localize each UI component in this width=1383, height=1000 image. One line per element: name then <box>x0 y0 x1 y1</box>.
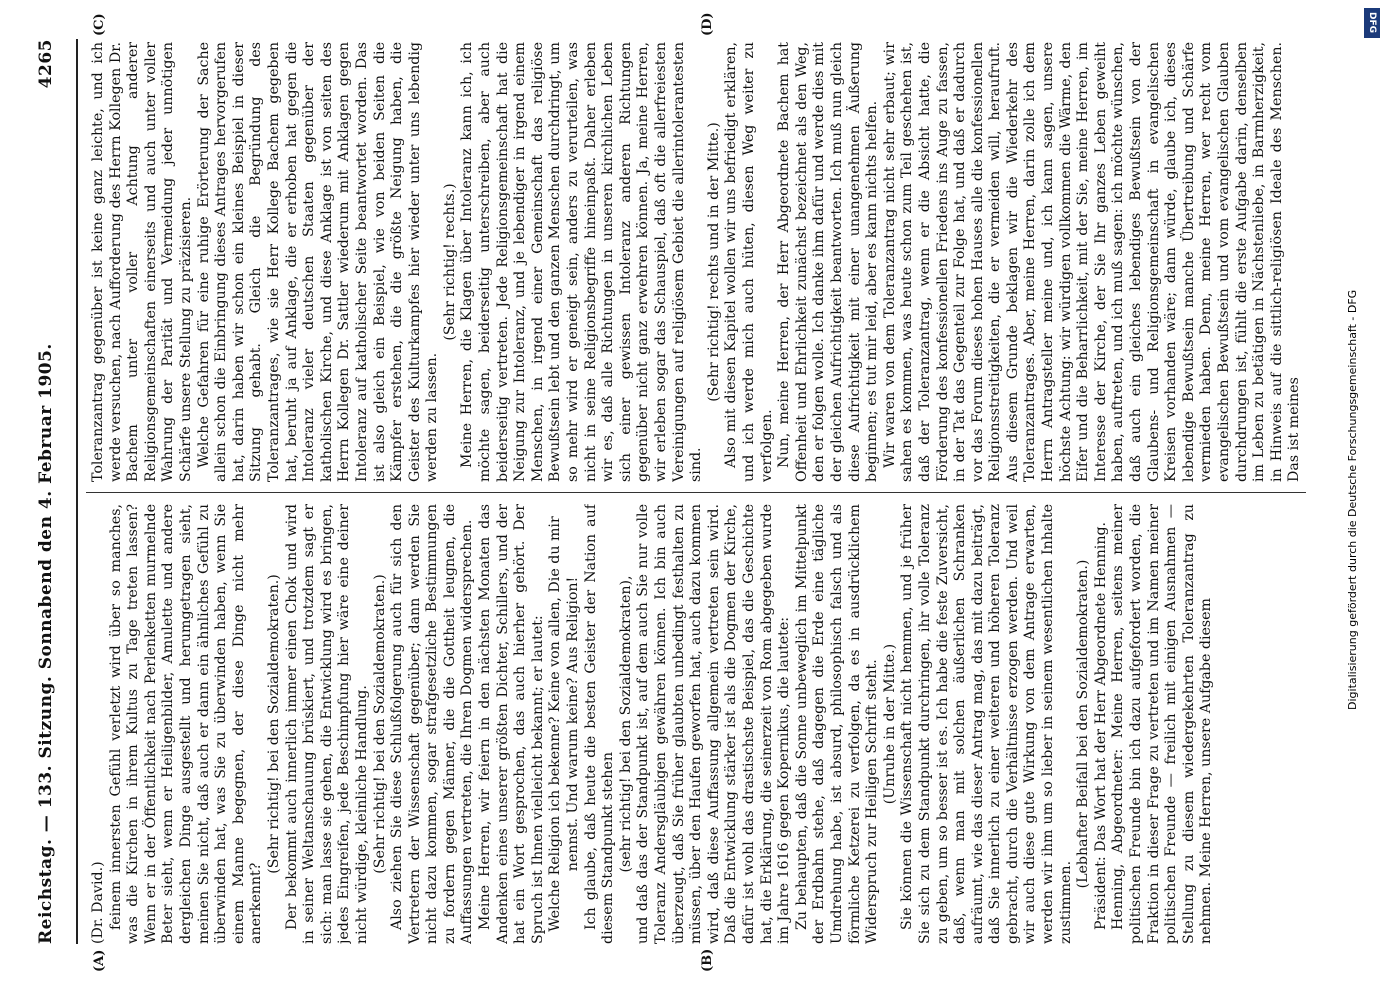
speaker-reference: (Dr. David.) <box>90 861 106 944</box>
margin-mark-c: (C) <box>92 13 107 36</box>
paragraph: Welche Gefahren für eine ruhige Erörterung der Sache allein schon die Einbringung dieses Antrages hervorgerufen hat, darin haben wir schon ein kleines Beispiel in dieser Sitzung gehabt. Gleich die Begründung des Toleranzantrages, wie sie Herr Kollege Bachem gegeben hat, beruht ja auf Anklage, die er erhoben hat gegen die Intoleranz vieler deutschen Staaten gegenüber der katholischen Kirche, und diese Anklage ist von seiten des Herrn Kollegen Dr. Sattler wiederum mit Anklagen gegen Intoleranz auf katholischer Seite beantwortet worden. Das ist also gleich ein Beispiel, wie von beiden Seiten die Kämpfer erstehen, die die größte Neigung haben, die Geister des Kulturkampfes hier wieder unter uns lebendig werden zu lassen. <box>195 42 441 482</box>
interjection: (Sehr richtig! bei den Sozialdemokraten.) <box>265 574 282 874</box>
interjection: (Sehr richtig! bei den Sozialdemokraten.) <box>371 574 388 874</box>
margin-mark-b: (B) <box>700 948 715 972</box>
paragraph: Also ziehen Sie diese Schlußfolgerung auch für sich den Vertretern der Wissenschaft gegenüber; dann werden Sie nicht dazu kommen, sogar strafgesetzliche Bestimmungen zu fordern gegen Männer, die die Gottheit leugnen, die Auffassungen vertreten, die Ihren Dogmen widersprechen. <box>389 504 476 944</box>
column-divider <box>86 492 1306 493</box>
president-statement: Präsident: Das Wort hat der Herr Abgeordnete Henning. <box>1092 521 1109 930</box>
right-column <box>90 42 1310 482</box>
page-number: 4265 <box>36 39 56 89</box>
page-header <box>24 39 74 944</box>
speaker-statement: Henning, Abgeordneter: Meine Herren, seitens meiner politischen Freunde bin ich dazu aufgefordert worden, die Fraktion in dieser Frage zu vertreten und im Namen meiner politischen Freunde — freilich mit einigen Ausnahmen — Stellung zu diesem wiedergekehrten Toleranzantrag zu nehmen. Meine Herren, unsere Aufgabe diesem <box>1110 504 1215 944</box>
interjection: (Sehr richtig! rechts und in der Mitte.) <box>705 122 722 402</box>
paragraph: und daß das der Standpunkt ist, auf dem auch Sie nur volle Toleranz Andersgläubigen gewähren können. Ich bin auch überzeugt, daß Sie früher glaubten unbedingt festhalten zu müssen, über den Haufen geworfen hat, auch dazu kommen wird, daß diese Auffassung allgemein vertreten sein wird. Daß die Entwicklung stärker ist als die Dogmen der Kirche, dafür ist wohl das drastischste Beispiel, das die Geschichte hat, die Erklärung, die seinerzeit von Rom abgegeben wurde im Jahre 1616 gegen Kopernikus, die lautete: <box>635 504 793 944</box>
paragraph: Ich glaube, daß heute die besten Geister der Nation auf diesem Standpunkt stehen <box>582 504 617 944</box>
margin-mark-a: (A) <box>92 949 107 972</box>
paragraph: Toleranzantrag gegenüber ist keine ganz leichte, und ich werde versuchen, nach Aufforderung des Herrn Kollegen Dr. Bachem unter voller Achtung anderer Religionsgemeinschaften einerseits und auch unter voller Wahrung der Parität und Vermeidung jeder unnötigen Schärfe unsere Stellung zu präzisieren. <box>90 42 194 482</box>
interjection: (Unruhe in der Mitte.) <box>881 643 898 805</box>
paragraph: Also mit diesen Kapitel wollen wir uns befriedigt erklären, und ich werde mich auch hüten, diesen Weg weiter zu verfolgen. <box>723 42 775 482</box>
left-column <box>90 504 1310 944</box>
paragraph: Sie können die Wissenschaft nicht hemmen, und je früher Sie sich zu dem Standpunkt durchringen, ihr volle Toleranz zu geben, um so besser ist es. Ich habe die feste Zuversicht, daß, wenn man mit solchen äußerlichen Schranken aufräumt, wie das dieser Antrag mag, das mit dazu beiträgt, daß Sie innerlich zu einer weiteren und höheren Toleranz gebracht, durch die Verhältnisse erzogen werden. Und weil wir auch diese gute Wirkung von dem Antrage erwarten, werden wir ihm um so lieber in seinem wesentlichen Inhalte zustimmen. <box>899 504 1074 944</box>
paragraph: Wir waren von dem Toleranzantrag nicht sehr erbaut; wir sahen es kommen, was heute schon zum Teil geschehen ist, daß der Toleranzantrag, wenn er die Absicht hatte, die Förderung des konfessionellen Friedens ins Auge zu fassen, in der Tat das Gegenteil zur Folge hat, und daß er dadurch vor das Forum dieses hohen Hauses alle die konfessionellen Religionsstreitigkeiten, die er vermeiden will, heraufruft. Aus diesem Grunde beklagen wir die Wiederkehr des Toleranzantrages. Aber, meine Herren, darin zolle ich dem Herrn Antragsteller meine und, ich kann sagen, unsere höchste Achtung: wir würdigen vollkommen die Wärme, den Eifer und die Beharrlichkeit, mit der Sie, meine Herren, im Interesse der Kirche, der Sie Ihr ganzes Leben geweiht haben, auftreten, und ich muß sagen: ich möchte wünschen, daß auch ein gleiches lebendiges Bewußtsein von der Glaubens- und Religionsgemeinschaft in evangelischen Kreisen vorhanden wäre; dann würde, glaube ich, dieses lebendige Bewußtsein manche Übertreibung und Schärfe vermieden haben. Denn, meine Herren, wer recht vom evangelischen Bewußtsein und vom evangelischen Glauben durchdrungen ist, fühlt die erste Aufgabe darin, denselben im Leben zu betätigen in Nächstenliebe, in Barmherzigkeit, in Hinweis auf die sittlich-religiösen Ideale des Menschen. Das ist meines <box>881 42 1303 482</box>
header-title: Reichstag. — 133. Sitzung. Sonnabend den 4. Februar 1905. <box>36 343 56 944</box>
paragraph: Meine Herren, wir feiern in den nächsten Monaten das Andenken eines unserer größten Dichter, Schillers, und der hat ein Wort gesprochen, das auch hierher gehört. Der Spruch ist Ihnen vielleicht bekannt; er lautet: <box>477 504 546 944</box>
interjection: (sehr richtig! bei den Sozialdemokraten), <box>617 575 634 873</box>
paragraph: Der bekommt auch innerlich immer einen Chok und wird in seiner Weltanschauung brüskiert, und trotzdem sagt er sich: man lasse sie gehen, die Entwicklung wird es bringen, jedes Eingreifen, jede Beschimpfung hier wäre eine deiner nicht würdige, kleinliche Handlung. <box>283 504 370 944</box>
margin-mark-d: (D) <box>700 12 715 36</box>
dfg-logo: DFG <box>1364 8 1380 38</box>
paragraph: feinem innersten Gefühl verletzt wird über so manches, was die Kirchen in ihrem Kultus zu Tage treten lassen? Wenn er in der Öffentlichkeit nach Perlenketten murmelnde Beter sieht, wenn er Heiligenbilder, Amulette und andere dergleichen Dinge ausgestellt und herumgetragen sieht, meinen Sie nicht, daß auch er dann ein ähnliches Gefühl zu überwinden hat, was Sie zu überwinden haben, wenn Sie einem Manne begegnen, der diese Dinge nicht mehr anerkennt? <box>107 504 265 944</box>
paragraph: Meine Herren, die Klagen über Intoleranz kann ich, ich möchte sagen, beiderseitig unterschreiben, aber auch beiderseitig vertreten. Jede Religionsgemeinschaft hat die Neigung zur Intoleranz, und je lebendiger in irgend einem Menschen, in irgend einer Gemeinschaft das religiöse Bewußtsein lebt und den ganzen Menschen durchdringt, um so mehr wird er geneigt sein, anders zu verurteilen, was nicht in seine Religionsbegriffe hineinpaßt. Daher erleben wir es, daß alle Richtungen in unseren kirchlichen Leben sich einer gewissen Intoleranz anderen Richtungen gegenüber nicht ganz erwehren können. Ja, meine Herren, wir erleben sogar das Schauspiel, daß oft die allerfreiesten Vereinigungen auf religiösem Gebiet die allerintolerantesten sind. <box>459 42 705 482</box>
quote: Welche Religion ich bekenne? Keine von allen, Die du mir nennst. Und warum keine? Aus Religion! <box>547 516 582 932</box>
digitization-credit <box>1346 10 1380 1000</box>
paragraph: Nun, meine Herren, der Herr Abgeordnete Bachem hat Offenheit und Ehrlichkeit zunächst bezeichnet als den Weg, den er folgen wolle. Ich danke ihm dafür und werde dies mit der gleichen Aufrichtigkeit beantworten. Ich muß nun gleich diese Aufrichtigkeit mit einer unangenehmen Äußerung beginnen; es tut mir leid, aber es kann nichts helfen. <box>776 42 881 482</box>
interjection: (Sehr richtig! rechts.) <box>441 183 458 341</box>
credit-text: Digitalisierung gefördert durch die Deutsche Forschungsgemeinschaft - DFG <box>1346 289 1359 710</box>
header-rule <box>76 39 78 944</box>
interjection: (Lebhafter Beifall bei den Sozialdemokraten.) <box>1075 559 1092 889</box>
quote: Zu behaupten, daß die Sonne unbeweglich im Mittelpunkt der Erdbahn stehe, daß dagegen die Erde eine tägliche Umdrehung habe, ist absurd, philosophisch falsch und als förmliche Ketzerei zu verfolgen, da es in ausdrücklichem Widerspruch zur Heiligen Schrift steht. <box>793 504 881 944</box>
